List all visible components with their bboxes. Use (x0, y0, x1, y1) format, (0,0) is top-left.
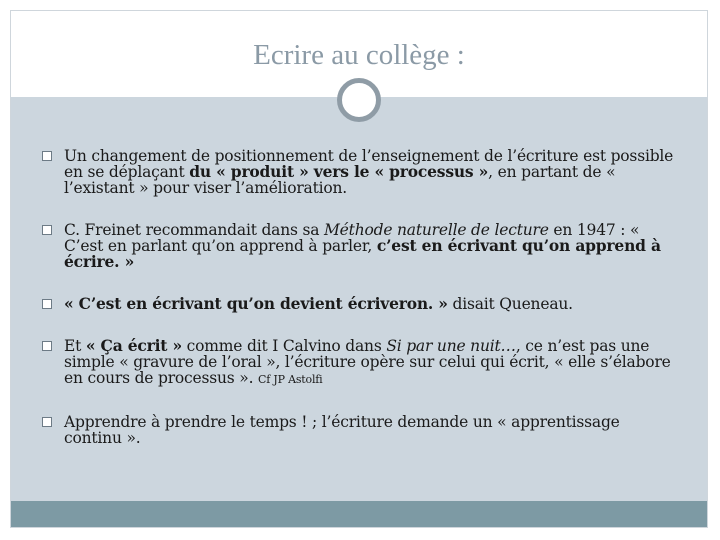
bullet-text-2-part-1: C. Freinet recommandait dans sa (64, 221, 325, 239)
bullet-text-1-part-2: du « produit » vers le « processus » (189, 162, 489, 181)
bullet-text-1-part-3: , en partant de « l’existant » pour viser l’amélioration. (64, 163, 616, 197)
bullet-text-4-part-5: , ce n’est pas une simple « gravure de l’oral », l’écriture opère sur celui qui écrit, « elle s’élabore en cours de processus ». (64, 337, 671, 387)
bullet-item (42, 148, 682, 196)
circle-ornament-icon (337, 78, 381, 122)
bullet-item (42, 222, 682, 270)
square-bullet-icon (42, 417, 52, 427)
bottom-band (11, 501, 707, 527)
bullet-item (42, 296, 682, 312)
bullet-text-5-part-1: Apprendre à prendre le temps ! ; l’écriture demande un « apprentissage continu ». (64, 413, 620, 447)
bullet-text-3-part-1: « C’est en écrivant qu’on devient écriveron. » (64, 294, 448, 313)
bullet-text-4-part-4: Si par une nuit… (386, 337, 516, 355)
bullet-text-4-part-2: « Ça écrit » (85, 336, 182, 355)
bullet-list (42, 144, 682, 446)
square-bullet-icon (42, 225, 52, 235)
square-bullet-icon (42, 151, 52, 161)
bullet-item (42, 338, 682, 388)
bullet-text-2-part-4: c’est en écrivant qu’on apprend à écrire. » (64, 236, 661, 271)
bullet-item (42, 414, 682, 446)
bullet-text-2-part-2: Méthode naturelle de lecture (324, 221, 549, 239)
slide-title: Ecrire au collège : (253, 39, 465, 71)
bullet-text-3-part-2: disait Queneau. (447, 295, 573, 313)
bullet-text-2-part-3: en 1947 : « C’est en parlant qu’on apprend à parler, (64, 221, 640, 255)
bullet-text-4-part-1: Et (64, 337, 86, 355)
bullet-text-1-part-1: Un changement de positionnement de l’enseignement de l’écriture est possible en se déplaçant (64, 147, 674, 181)
square-bullet-icon (42, 341, 52, 351)
bullet-text-4-part-6: Cf JP Astolfi (258, 373, 323, 386)
bullet-text-4-part-3: comme dit I Calvino dans (181, 337, 387, 355)
square-bullet-icon (42, 299, 52, 309)
